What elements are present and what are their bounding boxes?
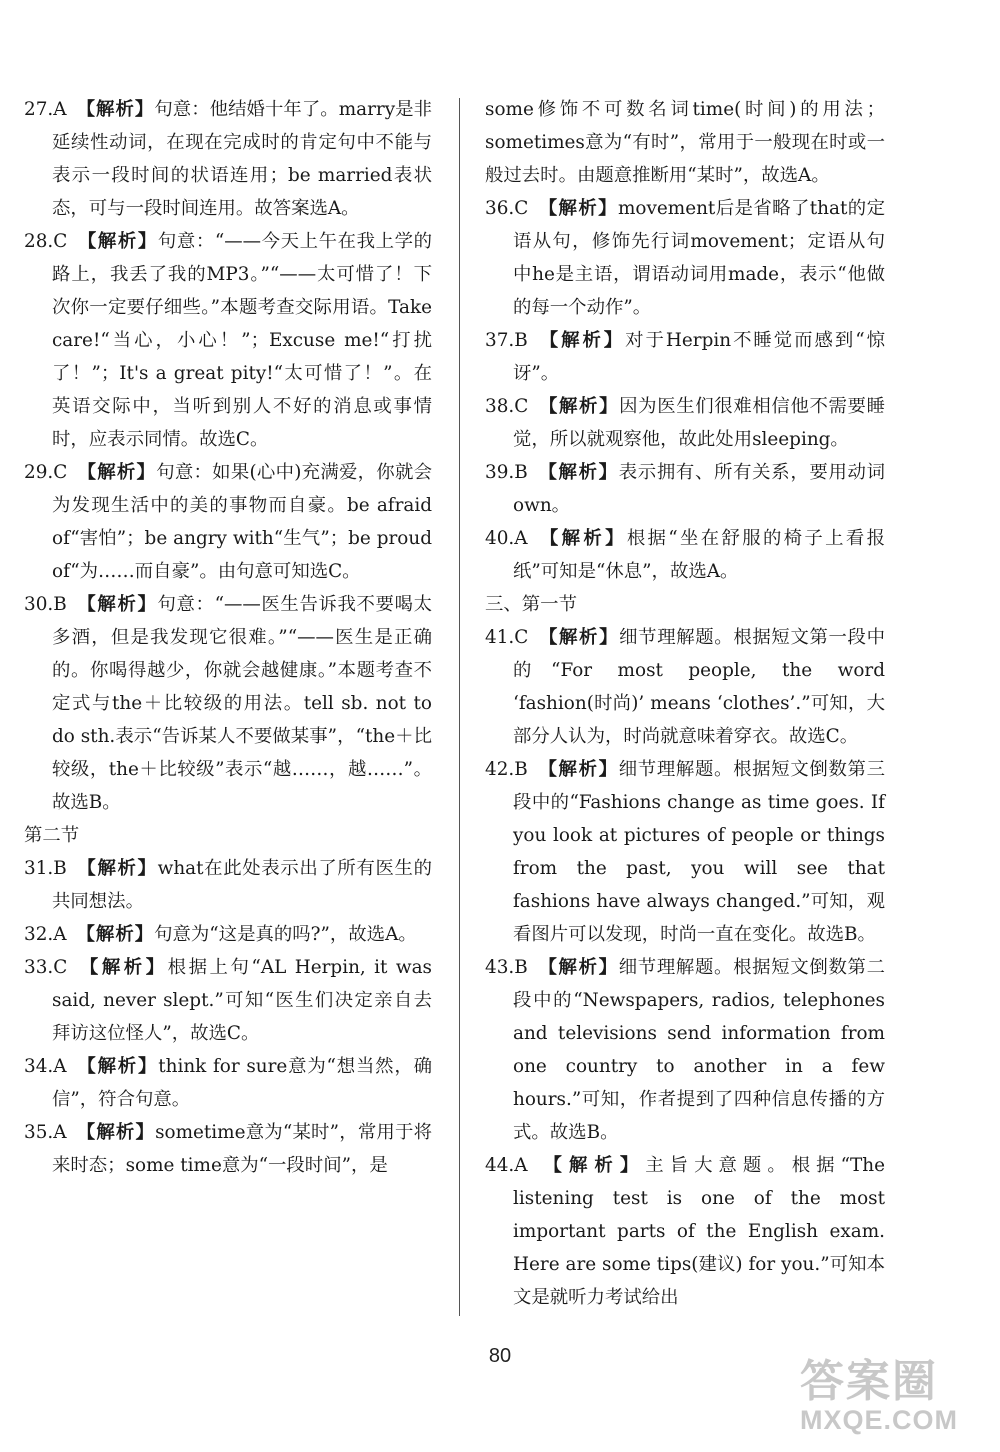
watermark-url: MXQE.COM bbox=[800, 1405, 959, 1435]
explanation-text: 细节理解题。根据短文第一段中的“For most people, the word ‘fashion(时尚)’ means ‘clothes’.”可知，大部分人认为，时尚就意味着穿衣。故选C。 bbox=[513, 627, 885, 747]
answer-entry bbox=[24, 93, 432, 225]
analysis-tag: 【解析】 bbox=[538, 627, 620, 648]
answer-letter: B bbox=[53, 594, 67, 615]
analysis-tag: 【解析】 bbox=[538, 396, 620, 417]
answer-entry bbox=[24, 588, 432, 819]
analysis-tag: 【解析】 bbox=[76, 1122, 156, 1143]
analysis-tag: 【解析】 bbox=[77, 957, 168, 978]
question-number: 40. bbox=[485, 528, 515, 549]
analysis-tag: 【解析】 bbox=[77, 231, 158, 252]
question-number: 31. bbox=[24, 858, 54, 879]
answer-letter: A bbox=[514, 528, 528, 549]
answer-entry bbox=[24, 1116, 432, 1182]
watermark-glyphs: 答案圈 bbox=[800, 1356, 938, 1407]
answer-entry bbox=[485, 324, 885, 390]
left-column bbox=[24, 93, 432, 1182]
question-number: 33. bbox=[24, 957, 54, 978]
question-number: 42. bbox=[485, 759, 515, 780]
answer-letter: B bbox=[514, 462, 528, 483]
explanation-text: what在此处表示出了所有医生的共同想法。 bbox=[52, 858, 432, 912]
answer-letter: B bbox=[53, 858, 67, 879]
answer-letter: C bbox=[514, 627, 529, 648]
question-number: 34. bbox=[24, 1056, 54, 1077]
explanation-text: 因为医生们很难相信他不需要睡觉，所以就观察他，故此处用sleeping。 bbox=[513, 396, 885, 450]
analysis-tag: 【解析】 bbox=[537, 759, 619, 780]
answer-letter: C bbox=[514, 198, 529, 219]
question-number: 32. bbox=[24, 924, 54, 945]
answer-letter: C bbox=[53, 462, 68, 483]
answer-entry bbox=[24, 456, 432, 588]
answer-letter: B bbox=[514, 759, 528, 780]
right-column bbox=[485, 93, 885, 1314]
explanation-text: 细节理解题。根据短文倒数第三段中的“Fashions change as time goes. If you look at pictures of people or things from the past, you will see that fashions have always changed.”可知，观看图片可以发现，时尚一直在变化。故选B。 bbox=[513, 759, 885, 945]
analysis-tag: 【解析】 bbox=[537, 330, 626, 351]
section-heading-2: 第二节 bbox=[24, 825, 80, 846]
answer-entry bbox=[485, 456, 885, 522]
explanation-text: 根据“坐在舒服的椅子上看报纸”可知是“休息”，故选A。 bbox=[513, 528, 885, 582]
explanation-text: movement后是省略了that的定语从句，修饰先行词movement；定语从句中he是主语，谓语动词用made，表示“他做的每一个动作”。 bbox=[513, 198, 885, 318]
analysis-tag: 【解析】 bbox=[76, 858, 158, 879]
question-number: 36. bbox=[485, 198, 515, 219]
answer-entry bbox=[24, 225, 432, 456]
analysis-tag: 【解析】 bbox=[537, 528, 627, 549]
answer-letter: A bbox=[53, 1056, 67, 1077]
answer-entry bbox=[24, 918, 432, 951]
column-divider bbox=[459, 98, 460, 1316]
answer-letter: A bbox=[53, 1122, 67, 1143]
explanation-text: 主旨大意题。根据“The listening test is one of the most important parts of the English exam. Here are some tips(建议) for you.”可知本文是就听力考试给出 bbox=[513, 1155, 885, 1308]
explanation-text: 细节理解题。根据短文倒数第二段中的“Newspapers, radios, telephones and televisions send information from one country to another in a few hours.”可知，作者提到了四种信息传播的方式。故选B。 bbox=[513, 957, 885, 1143]
page-number: 80 bbox=[488, 1345, 512, 1367]
answer-entry bbox=[485, 753, 885, 951]
question-number: 44. bbox=[485, 1155, 515, 1176]
answer-entry bbox=[485, 951, 885, 1149]
analysis-tag: 【解析】 bbox=[76, 99, 155, 120]
answer-entry bbox=[485, 390, 885, 456]
answer-letter: C bbox=[514, 396, 529, 417]
question-number: 39. bbox=[485, 462, 515, 483]
question-number: 41. bbox=[485, 627, 515, 648]
analysis-tag: 【解析】 bbox=[537, 1155, 646, 1176]
analysis-tag: 【解析】 bbox=[76, 594, 158, 615]
analysis-tag: 【解析】 bbox=[538, 198, 618, 219]
answer-letter: A bbox=[53, 924, 67, 945]
explanation-text: 根据上句“AL Herpin, it was said, never slept.”可知“医生们决定亲自去拜访这位怪人”，故选C。 bbox=[52, 957, 432, 1044]
explanation-text: 句意：如果(心中)充满爱，你就会为发现生活中的美的事物而自豪。be afraid of“害怕”；be angry with“生气”；be proud of“为……而自豪”。由句意可知选C。 bbox=[52, 462, 432, 582]
answer-letter: C bbox=[53, 957, 68, 978]
question-number: 35. bbox=[24, 1122, 54, 1143]
explanation-text: 对于Herpin不睡觉而感到“惊讶”。 bbox=[513, 330, 885, 384]
explanation-text: 句意：“——今天上午在我上学的路上，我丢了我的MP3。”“——太可惜了！下次你一定要仔细些。”本题考查交际用语。Take care!“当心，小心！”；Excuse me!“打扰了！”；It's a great pity!“太可惜了！”。在英语交际中，当听到别人不好的消息或事情时，应表示同情。故选C。 bbox=[52, 231, 432, 450]
analysis-tag: 【解析】 bbox=[76, 924, 155, 945]
watermark-logo bbox=[800, 1345, 995, 1440]
explanation-text: 句意：“——医生告诉我不要喝太多酒，但是我发现它很难。”“——医生是正确的。你喝得越少，你就会越健康。”本题考查不定式与the＋比较级的用法。tell sb. not to do sth.表示“告诉某人不要做某事”，“the＋比较级，the＋比较级”表示“越……，越……”。故选B。 bbox=[52, 594, 432, 813]
question-number: 29. bbox=[24, 462, 54, 483]
answer-letter: A bbox=[514, 1155, 528, 1176]
answer-entry bbox=[485, 522, 885, 588]
analysis-tag: 【解析】 bbox=[77, 462, 157, 483]
answer-entry bbox=[485, 1149, 885, 1314]
explanation-text: 表示拥有、所有关系，要用动词own。 bbox=[513, 462, 885, 516]
answer-entry bbox=[485, 192, 885, 324]
answer-letter: B bbox=[514, 957, 528, 978]
answer-entry bbox=[24, 951, 432, 1050]
answer-entry bbox=[485, 621, 885, 753]
question-number: 43. bbox=[485, 957, 515, 978]
answer-letter: A bbox=[53, 99, 67, 120]
analysis-tag: 【解析】 bbox=[76, 1056, 159, 1077]
question-number: 27. bbox=[24, 99, 54, 120]
explanation-text: sometime意为“某时”，常用于将来时态；some time意为“一段时间”，是 bbox=[52, 1122, 432, 1176]
explanation-text: 句意：他结婚十年了。marry是非延续性动词，在现在完成时的肯定句中不能与表示一段时间的状语连用；be married表状态，可与一段时间连用。故答案选A。 bbox=[52, 99, 432, 219]
explanation-text: 句意为“这是真的吗?”，故选A。 bbox=[154, 924, 417, 945]
section-heading-3: 三、第一节 bbox=[485, 594, 577, 615]
explanation-text: think for sure意为“想当然，确信”，符合句意。 bbox=[52, 1056, 432, 1110]
question-number: 30. bbox=[24, 594, 54, 615]
answer-entry bbox=[24, 1050, 432, 1116]
analysis-tag: 【解析】 bbox=[537, 462, 619, 483]
continued-text: some修饰不可数名词time(时间)的用法；sometimes意为“有时”，常用于一般现在时或一般过去时。由题意推断用“某时”，故选A。 bbox=[485, 99, 885, 186]
question-number: 38. bbox=[485, 396, 515, 417]
answer-entry bbox=[24, 852, 432, 918]
answer-letter: B bbox=[514, 330, 528, 351]
analysis-tag: 【解析】 bbox=[537, 957, 619, 978]
question-number: 37. bbox=[485, 330, 515, 351]
answer-letter: C bbox=[53, 231, 68, 252]
question-number: 28. bbox=[24, 231, 54, 252]
